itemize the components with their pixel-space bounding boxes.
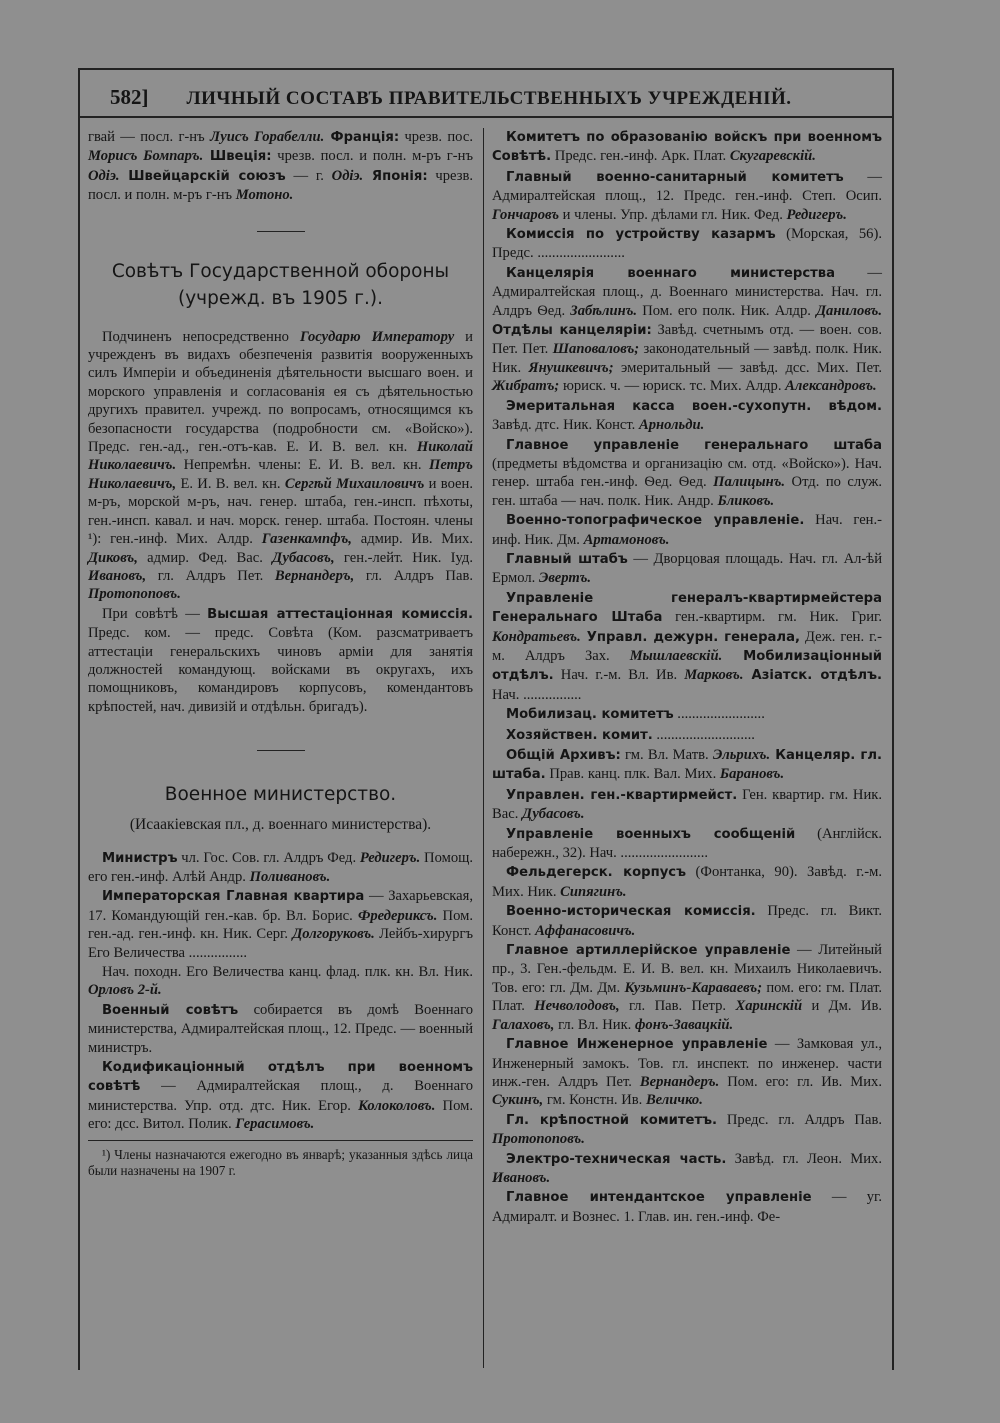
text-run: ........................... [652,726,755,743]
directory-entry [492,825,882,863]
text-run: гвай — посл. г-нъ [88,129,210,145]
person-name: Одіэ. [88,167,120,184]
directory-entry [492,128,882,167]
directory-entry [492,941,882,1034]
person-name: Мышлаевскій. [629,647,723,664]
person-name: фонъ-Завацкій. [634,1016,734,1033]
directory-entry [88,1058,473,1134]
page-header [80,76,892,118]
text-run: Нач. г.-м. Вл. Ив. [553,667,685,684]
text-run: чрезв. пос. [399,129,473,145]
person-name: Николай Николаевичъ. [88,439,473,474]
entry-heading: Франція: [324,130,400,145]
text-run: ........................ [673,706,765,723]
entry-heading: Гл. крѣпостной комитетъ. [506,1112,718,1128]
text-run: Предс. ком. — предс. Совѣта (Ком. разсматриваетъ аттестаціи генеральскихъ чиновъ арміи для занятія должностей командующ. войсками въ округахъ, ихъ помощниковъ, командировъ корпусовъ, комендантовъ крѣпостей, нач. дивизій и отдѣльн. бригадъ). [88,625,473,715]
section-subtitle-ministry: (Исаакіевская пл., д. военнаго министерства). [129,816,432,834]
entry-heading: Военно-историческая комиссія. [506,904,756,920]
text-run: адмир. Фед. Вас. [137,549,273,566]
text-run: (предметы вѣдомства и организацію см. отд. «Войско»). Нач. генер. штаба ген.-инф. Ѳед. Ѳед. [492,455,882,491]
text-run: — Замковая ул., Инженерный замокъ. Тов. гл. инспект. по инженер. части инж.-ген. Алдръ Пет. [492,1036,882,1090]
entry-heading: Японія: [363,168,428,184]
person-name: Артамоновъ. [583,531,670,548]
entry-heading: Военно-топографическое управленіе. [506,513,805,529]
section-title-sovet: Совѣтъ Государственной обороны [111,260,450,282]
entry-heading: Эмеритальная касса воен.-сухопутн. вѣдом. [506,398,882,414]
directory-entry [492,589,882,704]
text-run: Завѣд. счетнымъ отд. — воен. сов. Пет. Пет. [492,322,882,358]
entry-heading: Комиссія по устройству казармъ [506,227,776,243]
entry-heading: Главное управленіе генеральнаго штаба [506,437,882,453]
entry-heading: Мобилизац. комитетъ [506,707,674,723]
text-run: Предс. гл. Алдръ Пав. [717,1111,882,1128]
person-name: Сергѣй Михаиловичъ [284,475,425,492]
text-run: Подчиненъ непосредственно [102,328,300,345]
entry-heading: Управленіе военныхъ сообщеній [506,826,796,842]
person-name: Бликовъ. [717,492,775,509]
text-run: Пом. его полк. Ник. Алдр. [637,302,817,319]
directory-entry [492,168,882,224]
person-name: Гончаровъ [492,206,560,223]
entry-heading: Главный военно-санитарный комитетъ [506,169,844,185]
intro-paragraph [88,128,473,205]
entry-heading: Военный совѣтъ [102,1002,239,1018]
person-name: Морисъ Бомпаръ. [88,148,204,165]
text-run: собирается въ домѣ Военнаго министерства, Адмиралтейская площ., 12. Предс. — военный министръ. [88,1001,473,1056]
person-name: Орловъ 2-й. [88,982,162,999]
text-run: эмеритальный — завѣд. дсс. Мих. Пет. [613,359,882,376]
text-run: — Дворцовая площадь. Нач. гл. Ал-ѣй Ермол. [492,550,883,587]
entry-heading: Главное Инженерное управленіе [506,1037,768,1053]
text-run: Предс. гл. Викт. Конст. [492,903,882,939]
person-name: Дубасовъ. [522,806,585,823]
right-column [492,128,882,1227]
entry-heading: Комитетъ по образованію войскъ при военномъ Совѣтѣ. [492,130,882,165]
text-run: и члены. Упр. дѣлами гл. Ник. Фед. [559,206,787,223]
text-run: ген.-лейт. Ник. Іуд. [334,549,473,566]
person-name: Эльрихъ. [712,747,771,763]
text-run: и воен. м-ръ, морской м-ръ, нач. генер. штаба, ген.-инсп. пѣхоты, ген.-инсп. кавал. и нач. морск. генер. штаба. Постоян. члены ¹): ген.-инф. Мих. Алдр. [88,475,473,548]
person-name: Сипягинъ. [560,883,627,900]
person-name: Государю Императору [299,328,455,345]
person-name: Галаховъ, [492,1016,555,1033]
text-run: Предс. ген.-инф. Арк. Плат. [551,148,730,165]
text-run: Ген. квартир. гм. Ник. Вас. [492,786,883,823]
footnote: ¹) Члены назначаются ежегодно въ январѣ; указанныя здѣсь лица были назначены на 1907 г. [88,1140,473,1179]
directory-entry [88,849,473,887]
text-run: — Захарьевская, 17. Командующій ген.-кав. бр. Вл. Борис. [88,888,473,924]
person-name: Палицынъ. [713,474,786,491]
person-name: Александровъ. [785,378,877,395]
entry-heading: Общій Архивъ: [506,748,621,763]
person-name: Кондратьевъ. [492,628,581,645]
text-run: Деж. ген. г.-м. Алдръ Зах. [492,628,882,664]
text-run: чрезв. посл. и полн. м-ръ г-нъ [88,167,473,204]
directory-entry [88,887,473,962]
person-name: Герасимовъ. [235,1116,315,1133]
text-run: Пом. его: дсс. Витол. Полик. [88,1097,473,1133]
person-name: Кузьминъ-Караваевъ; [624,979,763,996]
text-run: гл. Пав. Петр. [619,998,736,1015]
column-divider [483,128,484,1368]
text-run: гм. Вл. Матв. [620,747,713,763]
person-name: Газенкампфъ, [261,531,352,548]
page-number: 582] [110,85,149,109]
person-name: Харинскій [735,998,803,1015]
entry-heading: Швейцарскій союзъ [119,168,286,184]
person-name: Аффанасовичъ. [535,922,636,939]
text-run: чл. Гос. Сов. гл. Алдръ Фед. [177,849,360,866]
text-run: ген.-квартирм. гм. Ник. Григ. [662,609,883,626]
text-run: — Литейный пр., 3. Ген.-фельдм. Е. И. В. вел. кн. Михаилъ Николаевичъ. Тов. его: гл. Дм. Дм. [492,942,882,996]
text-run: Завѣд. гл. Леон. Мих. [726,1150,882,1167]
text-run: (Фонтанка, 90). Завѣд. г.-м. Мих. Ник. [492,864,882,900]
entry-heading: Главное интендантское управленіе [506,1190,812,1206]
entry-heading: Главный штабъ [506,551,628,567]
book-page [78,68,894,1370]
text-run: гл. Алдръ Пав. [354,567,473,584]
text-run: гл. Алдръ Пет. [146,567,275,584]
text-run: Отд. по служ. ген. штаба — нач. полк. Ник. Андр. [492,474,882,509]
entry-heading: Управлен. ген.-квартирмейст. [506,787,738,803]
text-run: Завѣд. дтс. Ник. Конст. [492,417,639,434]
person-name: Марковъ. [684,667,744,684]
person-name: Шаповаловъ; [552,341,640,358]
text-run: юриск. ч. — юриск. тс. Мих. Алдр. [559,378,786,395]
directory-entry [492,264,882,396]
entry-heading: Управленіе генералъ-квартирмейстера Генеральнаго Штаба [492,590,882,626]
person-name: Ивановъ, [88,567,147,584]
directory-entry [492,863,882,901]
directory-entry [492,902,882,940]
text-run: чрезв. посл. и полн. м-ръ г-нъ [271,148,473,165]
entry-heading: Электро-техническая часть. [506,1151,727,1167]
text-run: Лейбъ-хирургъ Его Величества ................ [88,926,473,961]
person-name: Протопоповъ. [88,586,181,603]
person-name: Петръ Николаевичъ, [88,457,473,492]
entry-heading: Высшая аттестаціонная комиссія. [207,606,474,622]
person-name: Вернандеръ, [274,567,355,584]
text-run: Пом. ген.-ад. ген.-инф. кн. Ник. Серг. [88,907,474,943]
person-name: Величко. [645,1092,703,1109]
directory-entry [88,963,473,1000]
entry-heading: Швеція: [203,149,272,165]
text-run: Помощ. его ген.-инф. Алѣй Андр. [88,849,473,885]
text-run: — уг. Адмиралт. и Вознес. 1. Глав. ин. ген.-инф. Фе- [492,1189,882,1225]
text-run: и учрежденъ въ видахъ обезпеченія развитія вооруженныхъ силъ Имперіи и объединенія дѣятельности высшаго воен. и морского управленія и согласованія ея съ дѣятельностью другихъ правител. учрежд. по вопросамъ, относящимся къ безопасности государства (подробности см. «Войско»). Предс. ген.-ад., ген.-отъ-кав. Е. И. В. вел. кн. [88,328,473,456]
text-run: Нач. ................ [492,686,582,703]
directory-entry [492,786,882,824]
text-run: Нач. ген.-инф. Ник. Дм. [492,512,882,548]
sovet-paragraph [88,328,473,604]
text-run: — Адмиралтейская площ., 12. Предс. ген.-инф. Степ. Осип. [492,168,882,205]
directory-entry [492,1035,882,1110]
person-name: Забѣлинъ. [570,302,638,319]
text-run: — г. [285,167,332,184]
text-run: законодательный — завѣд. полк. Ник. Ник. [492,341,882,376]
directory-entry [492,1188,882,1226]
text-run: гм. Констн. Ив. [543,1092,646,1109]
directory-entry [492,511,882,549]
text-run: Е. И. В. вел. кн. [176,475,285,492]
person-name: Скугаревскій. [729,148,816,165]
directory-entry [88,1001,473,1057]
person-name: Мотоно. [235,187,294,204]
person-name: Редигеръ. [786,206,847,223]
directory-entry [492,436,882,511]
text-run: гл. Вл. Ник. [554,1016,635,1033]
text-run: Пом. его: гл. Ив. Мих. [719,1073,882,1090]
text-run: (Морская, 56). Предс. ........................ [492,226,882,262]
person-name: Поливановъ. [249,868,331,885]
person-name: Нечволодовъ, [534,998,620,1015]
person-name: Долгоруковъ. [292,926,375,943]
entry-heading: Отдѣлы канцеляріи: [492,323,652,339]
entry-heading: Азіатск. отдѣлъ. [743,668,883,684]
left-column [88,128,473,1192]
entry-heading: Фельдегерск. корпусъ [506,865,687,881]
person-name: Ивановъ. [492,1169,551,1186]
section-rule [257,231,305,232]
person-name: Луисъ Горабелли. [209,129,325,145]
directory-entry [492,1150,882,1188]
person-name: Барановъ. [719,766,785,783]
text-run: — Адмиралтейская площ., д. Военнаго министерства. Упр. отд. дтс. Ник. Егор. [88,1078,473,1114]
person-name: Даниловъ. [816,302,882,319]
text-run: адмир. Ив. Мих. [351,531,474,548]
section-subtitle-sovet: (учрежд. въ 1905 г.). [178,287,383,309]
person-name: Редигеръ. [359,849,421,866]
text-run: — Адмиралтейская площ., д. Военнаго министерства. Нач. гл. Алдръ Ѳед. [492,264,882,319]
person-name: Сукинъ, [492,1092,544,1109]
directory-entry [492,1111,882,1149]
text-run: (Англійск. набережн., 32). Нач. ........................ [492,825,882,862]
text-run: Непремѣн. члены: Е. И. В. вел. кн. [176,457,430,474]
person-name: Колоколовъ. [358,1097,436,1114]
entry-heading: Канцеляр. гл. штаба. [492,748,882,783]
directory-entry [492,705,882,724]
section-title-ministry: Военное министерство. [164,784,397,806]
directory-entry [492,397,882,435]
person-name: Жибратъ; [492,378,560,395]
directory-entry [492,550,882,588]
entry-heading: Кодификаціонный отдѣлъ при военномъ совѣтѣ [88,1060,473,1095]
section-rule [257,750,305,751]
entry-heading: Главное артиллерійское управленіе [506,943,791,959]
entry-heading: Хозяйствен. комит. [506,727,653,743]
person-name: Эвертъ. [538,570,592,587]
text-run: пом. его: гм. Плат. Плат. [492,979,882,1015]
directory-entry [492,746,882,785]
ministry-entries [88,849,473,1134]
person-name: Протопоповъ. [492,1131,585,1148]
person-name: Вернандеръ. [639,1073,720,1090]
entry-heading: Канцелярія военнаго министерства [506,265,836,281]
attestation-paragraph [88,605,473,716]
entry-heading: Императорская Главная квартира [102,889,365,905]
directory-entry [492,726,882,745]
person-name: Арнольди. [638,417,705,434]
entry-heading: Мобилизаціонный отдѣлъ. [492,648,883,684]
person-name: Фредериксъ. [357,907,438,924]
person-name: Одіэ. [331,167,364,184]
text-run: Прав. канц. плк. Вал. Мих. [545,766,720,783]
entry-heading: Управл. дежурн. генерала, [580,629,800,645]
running-head: ЛИЧНЫЙ СОСТАВЪ ПРАВИТЕЛЬСТВЕННЫХЪ УЧРЕЖДЕНІЙ. [186,88,792,109]
entry-heading: Министръ [102,850,178,866]
person-name: Янушкевичъ; [528,359,614,376]
person-name: Диковъ, [88,549,138,566]
directory-entry [492,225,882,263]
text-run: При совѣтѣ — [102,605,208,622]
text-run: и Дм. Ив. [802,998,882,1015]
text-run: Нач. походн. Его Величества канц. флад. плк. кн. Вл. Ник. [102,964,473,980]
person-name: Дубасовъ, [272,549,335,566]
